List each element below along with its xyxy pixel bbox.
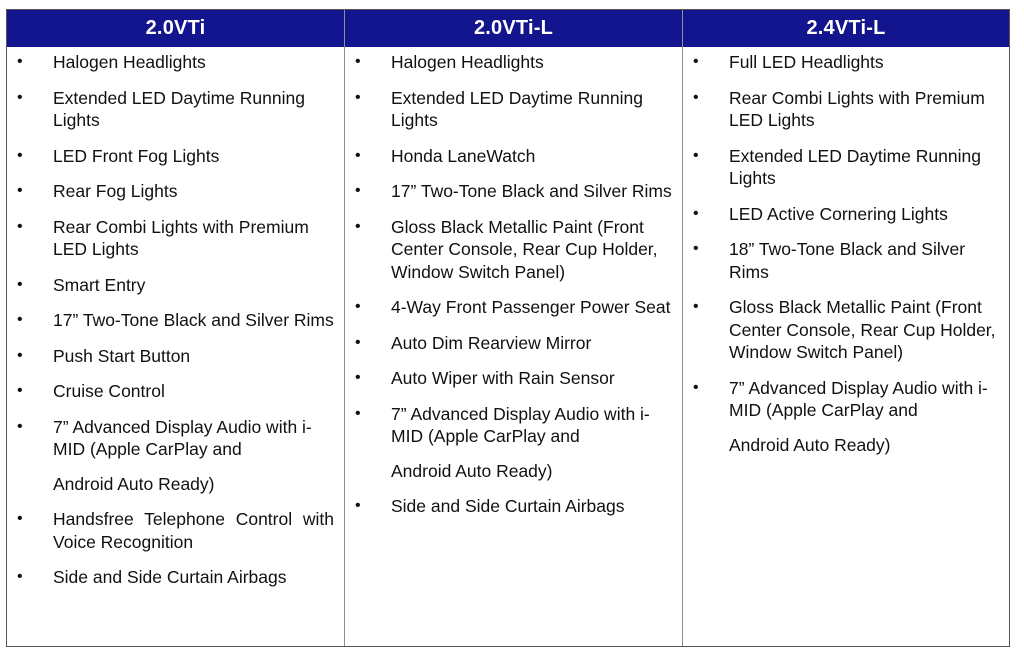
feature-item [7,416,344,496]
feature-item: • Full LED Headlights [683,51,1009,74]
feature-text-continued: Android Auto Ready) [729,434,891,455]
feature-item: • Extended LED Daytime Running Lights [7,87,344,132]
feature-item: • 18” Two-Tone Black and Silver Rims [683,238,1009,283]
feature-item [683,377,1009,457]
column-header-2-0vti-l: 2.0VTi-L [345,10,683,47]
feature-item: • Push Start Button [7,345,344,368]
feature-item: • Side and Side Curtain Airbags [345,495,682,518]
feature-text-continued: Android Auto Ready) [53,473,215,494]
feature-text: 7” Advanced Display Audio with i-MID (Apple CarPlay and [391,403,650,446]
feature-item: • Rear Combi Lights with Premium LED Lights [683,87,1009,132]
feature-list-2-0vti-l [345,47,683,646]
feature-list-2-4vti-l [683,47,1009,646]
feature-text: 7” Advanced Display Audio with i-MID (Apple CarPlay and [729,377,988,420]
feature-item: • Gloss Black Metallic Paint (Front Center Console, Rear Cup Holder, Window Switch Panel) [345,216,682,284]
feature-item: • Halogen Headlights [345,51,682,74]
feature-item [345,403,682,483]
feature-item: • Cruise Control [7,380,344,403]
feature-item: • LED Front Fog Lights [7,145,344,168]
feature-item: • Auto Wiper with Rain Sensor [345,367,682,390]
feature-item: • 4-Way Front Passenger Power Seat [345,296,682,319]
feature-item: • LED Active Cornering Lights [683,203,1009,226]
feature-item: • Handsfree Telephone Control with Voice Recognition [7,508,344,553]
feature-item: • Halogen Headlights [7,51,344,74]
column-header-2-0vti: 2.0VTi [7,10,345,47]
feature-text: 7” Advanced Display Audio with i-MID (Apple CarPlay and [53,416,312,459]
feature-item: • 17” Two-Tone Black and Silver Rims [7,309,344,332]
feature-list-2-0vti [7,47,345,646]
feature-item: • Honda LaneWatch [345,145,682,168]
trim-comparison-table [6,9,1010,647]
feature-item: • Side and Side Curtain Airbags [7,566,344,589]
feature-item: • Smart Entry [7,274,344,297]
column-header-2-4vti-l: 2.4VTi-L [683,10,1009,47]
feature-item: • Extended LED Daytime Running Lights [345,87,682,132]
feature-item: • Extended LED Daytime Running Lights [683,145,1009,190]
feature-item: • Rear Fog Lights [7,180,344,203]
feature-item: • Rear Combi Lights with Premium LED Lights [7,216,344,261]
feature-item: • Auto Dim Rearview Mirror [345,332,682,355]
feature-text-continued: Android Auto Ready) [391,460,553,481]
feature-item: • Gloss Black Metallic Paint (Front Center Console, Rear Cup Holder, Window Switch Panel) [683,296,1009,364]
feature-item: • 17” Two-Tone Black and Silver Rims [345,180,682,203]
